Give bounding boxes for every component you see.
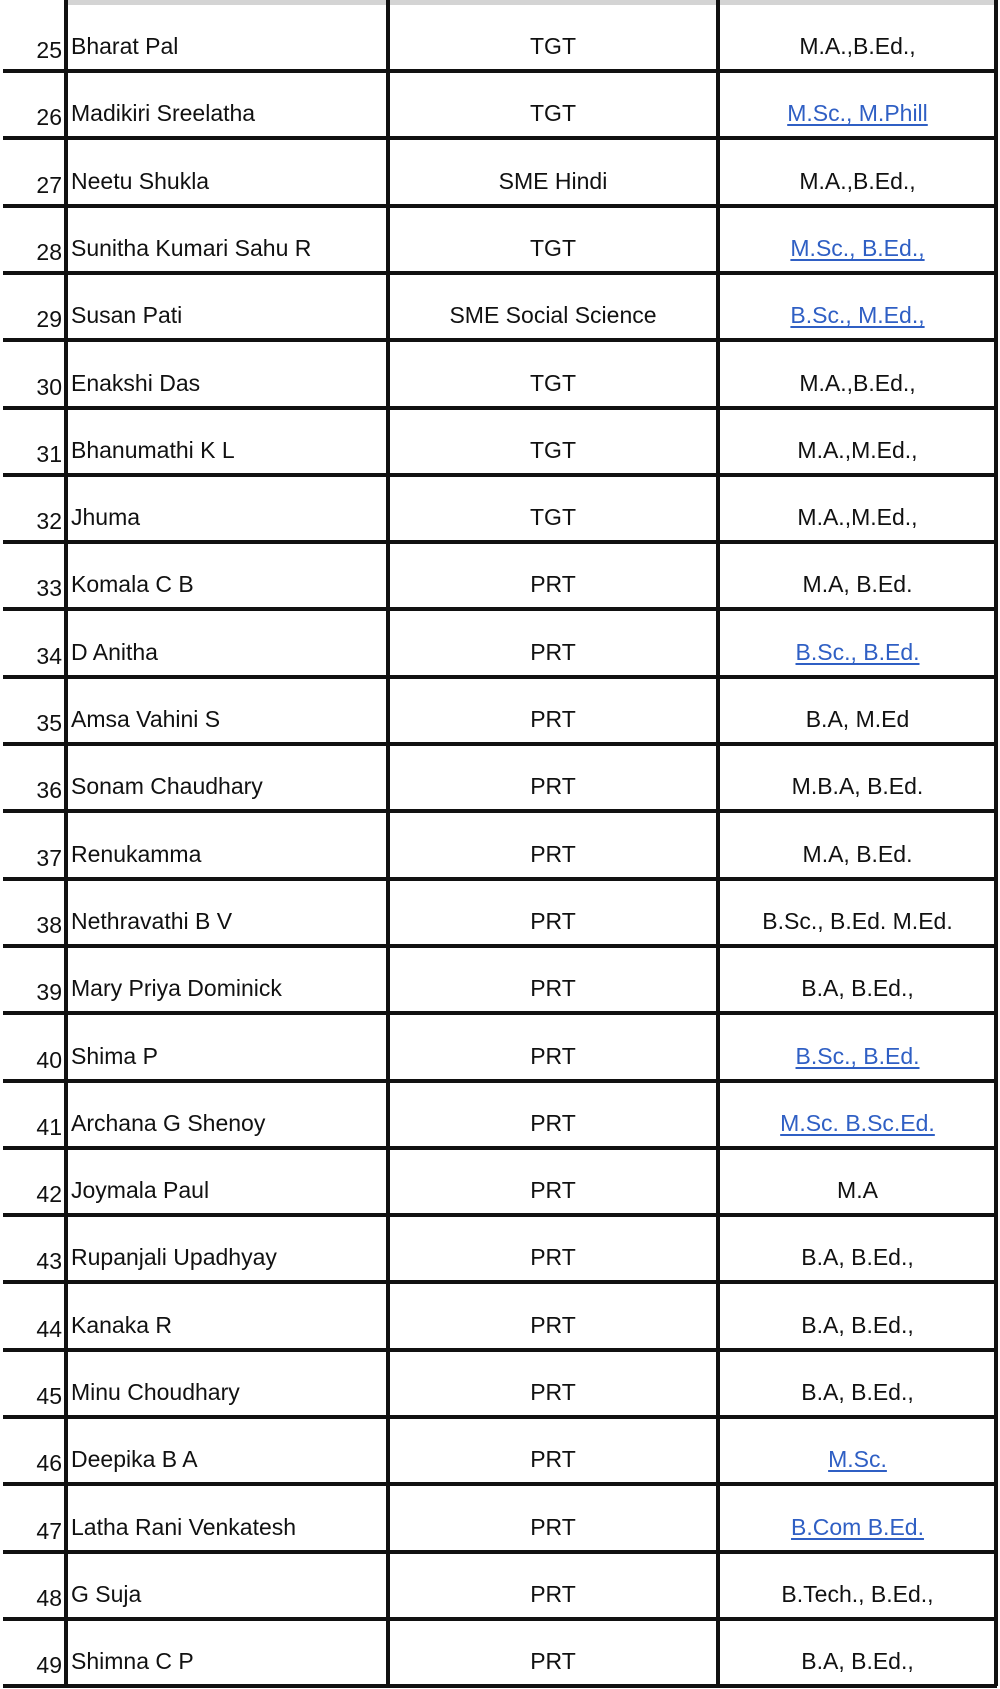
row-number-cell [0,1419,64,1483]
row-number-cell-text: 47 [36,1518,62,1544]
qualification-cell[interactable] [720,1016,995,1080]
qualification-cell-text: B.A, B.Ed., [801,1648,914,1674]
row-number-cell [0,1150,64,1214]
row-number-cell [0,1083,64,1147]
qualification-link[interactable]: M.Sc. [828,1446,887,1472]
name-cell-text: Susan Pati [71,302,183,328]
designation-cell-text: TGT [530,33,576,59]
qualification-cell [720,679,995,743]
designation-cell-text: PRT [530,908,576,934]
designation-cell [388,814,718,878]
name-cell-text: Sunitha Kumari Sahu R [71,235,312,261]
designation-cell-text: TGT [530,100,576,126]
designation-cell [388,1285,718,1349]
name-cell [71,1217,386,1281]
row-number-cell-text: 45 [36,1383,62,1409]
row-number-cell [0,73,64,137]
qualification-link[interactable]: M.Sc., B.Ed., [790,235,925,261]
table-row [0,6,1000,70]
table-row [0,1016,1000,1080]
qualification-cell-text: B.Sc., B.Ed. M.Ed. [762,908,953,934]
name-cell [71,410,386,474]
designation-cell-text: TGT [530,235,576,261]
table-row [0,948,1000,1012]
name-cell [71,6,386,70]
designation-cell [388,948,718,1012]
designation-cell [388,746,718,810]
qualification-cell-text: M.A, B.Ed. [802,571,913,597]
qualification-cell-text: M.A.,B.Ed., [799,33,916,59]
table-row [0,1554,1000,1618]
name-cell [71,679,386,743]
row-divider [3,607,997,611]
name-cell [71,544,386,608]
name-cell [71,612,386,676]
table-row [0,881,1000,945]
designation-cell [388,1352,718,1416]
table-row [0,814,1000,878]
name-cell-text: Enakshi Das [71,370,201,396]
qualification-cell [720,141,995,205]
qualification-cell[interactable] [720,1487,995,1551]
designation-cell [388,1083,718,1147]
designation-cell-text: PRT [530,639,576,665]
designation-cell-text: PRT [530,773,576,799]
designation-cell [388,1554,718,1618]
table-row [0,746,1000,810]
qualification-cell[interactable] [720,208,995,272]
table-row [0,544,1000,608]
qualification-cell[interactable] [720,1419,995,1483]
name-cell-text: Sonam Chaudhary [71,773,263,799]
row-number-cell-text: 27 [36,172,62,198]
top-border-band [66,0,996,5]
table-row [0,410,1000,474]
row-divider [3,1280,997,1284]
row-number-cell-text: 48 [36,1585,62,1611]
designation-cell-text: PRT [530,1244,576,1270]
qualification-cell [720,410,995,474]
qualification-link[interactable]: M.Sc. B.Sc.Ed. [780,1110,935,1136]
row-number-cell [0,679,64,743]
table-row [0,1621,1000,1685]
qualification-cell[interactable] [720,275,995,339]
row-number-cell [0,1621,64,1685]
designation-cell [388,73,718,137]
row-number-cell [0,343,64,407]
qualification-link[interactable]: B.Com B.Ed. [791,1514,924,1540]
designation-cell [388,1016,718,1080]
table-row [0,275,1000,339]
name-cell [71,1554,386,1618]
row-number-cell [0,208,64,272]
table-row [0,343,1000,407]
designation-cell-text: SME Hindi [498,168,608,194]
designation-cell [388,881,718,945]
qualification-cell [720,881,995,945]
designation-cell-text: PRT [530,841,576,867]
name-cell [71,1352,386,1416]
qualification-link[interactable]: M.Sc., M.Phill [787,100,928,126]
name-cell-text: Mary Priya Dominick [71,975,282,1001]
designation-cell-text: PRT [530,1446,576,1472]
table-row [0,1487,1000,1551]
qualification-link[interactable]: B.Sc., B.Ed. [795,1043,920,1069]
qualification-cell [720,6,995,70]
designation-cell [388,544,718,608]
row-divider [3,1684,997,1688]
row-number-cell-text: 29 [36,306,62,332]
qualification-cell [720,1352,995,1416]
qualification-cell-text: M.A, B.Ed. [802,841,913,867]
row-number-cell-text: 32 [36,508,62,534]
table-row [0,1419,1000,1483]
designation-cell-text: PRT [530,1379,576,1405]
row-number-cell-text: 33 [36,575,62,601]
row-number-cell [0,544,64,608]
table-row [0,73,1000,137]
qualification-cell [720,1554,995,1618]
row-number-cell-text: 43 [36,1248,62,1274]
table-row [0,612,1000,676]
qualification-cell-text: B.Tech., B.Ed., [781,1581,934,1607]
qualification-cell-text: M.A [837,1177,878,1203]
name-cell-text: Bhanumathi K L [71,437,235,463]
designation-cell [388,477,718,541]
designation-cell [388,275,718,339]
name-cell [71,1419,386,1483]
row-number-cell-text: 38 [36,912,62,938]
row-number-cell-text: 46 [36,1450,62,1476]
row-number-cell [0,746,64,810]
qualification-cell-text: M.A.,M.Ed., [797,504,918,530]
name-cell-text: Renukamma [71,841,202,867]
qualification-cell-text: M.A.,M.Ed., [797,437,918,463]
name-cell [71,275,386,339]
row-number-cell [0,1285,64,1349]
qualification-link[interactable]: B.Sc., B.Ed. [795,639,920,665]
designation-cell [388,343,718,407]
designation-cell-text: PRT [530,571,576,597]
designation-cell [388,1150,718,1214]
row-number-cell [0,1016,64,1080]
qualification-cell [720,1217,995,1281]
qualification-cell-text: M.B.A, B.Ed. [791,773,924,799]
row-number-cell [0,410,64,474]
row-number-cell [0,612,64,676]
row-number-cell-text: 39 [36,979,62,1005]
row-number-cell [0,814,64,878]
qualification-cell-text: M.A.,B.Ed., [799,370,916,396]
table-row [0,1352,1000,1416]
table-row [0,477,1000,541]
name-cell [71,881,386,945]
name-cell [71,73,386,137]
name-cell-text: D Anitha [71,639,158,665]
designation-cell-text: PRT [530,975,576,1001]
designation-cell [388,1621,718,1685]
row-number-cell-text: 49 [36,1652,62,1678]
qualification-cell[interactable] [720,1083,995,1147]
qualification-cell [720,1285,995,1349]
name-cell [71,746,386,810]
designation-cell-text: PRT [530,1514,576,1540]
designation-cell [388,6,718,70]
designation-cell [388,410,718,474]
designation-cell-text: TGT [530,504,576,530]
designation-cell-text: TGT [530,370,576,396]
name-cell [71,1285,386,1349]
table-row [0,1285,1000,1349]
designation-cell-text: PRT [530,1043,576,1069]
row-number-cell [0,141,64,205]
qualification-cell-text: M.A.,B.Ed., [799,168,916,194]
designation-cell-text: PRT [530,1312,576,1338]
designation-cell-text: PRT [530,1648,576,1674]
name-cell-text: Shimna C P [71,1648,194,1674]
qualification-cell [720,948,995,1012]
qualification-cell[interactable] [720,73,995,137]
name-cell [71,1150,386,1214]
name-cell-text: G Suja [71,1581,142,1607]
row-divider [3,1482,997,1486]
name-cell-text: Bharat Pal [71,33,179,59]
row-number-cell-text: 30 [36,374,62,400]
row-number-cell [0,1352,64,1416]
row-number-cell [0,477,64,541]
row-number-cell-text: 36 [36,777,62,803]
row-number-cell [0,1487,64,1551]
qualification-cell [720,1150,995,1214]
designation-cell-text: SME Social Science [449,302,657,328]
qualification-cell [720,477,995,541]
designation-cell-text: PRT [530,706,576,732]
name-cell-text: Deepika B A [71,1446,198,1472]
row-divider [3,338,997,342]
name-cell-text: Komala C B [71,571,194,597]
row-number-cell-text: 37 [36,845,62,871]
qualification-cell [720,814,995,878]
name-cell [71,1016,386,1080]
row-number-cell [0,881,64,945]
row-number-cell-text: 44 [36,1316,62,1342]
qualification-cell [720,746,995,810]
qualification-cell-text: B.A, B.Ed., [801,1379,914,1405]
row-divider [3,809,997,813]
table-row [0,1150,1000,1214]
name-cell-text: Neetu Shukla [71,168,210,194]
name-cell [71,1083,386,1147]
name-cell-text: Archana G Shenoy [71,1110,266,1136]
name-cell [71,1487,386,1551]
name-cell [71,343,386,407]
row-number-cell [0,948,64,1012]
name-cell-text: Joymala Paul [71,1177,210,1203]
name-cell-text: Amsa Vahini S [71,706,221,732]
name-cell-text: Minu Choudhary [71,1379,240,1405]
table-row [0,208,1000,272]
qualification-cell-text: B.A, B.Ed., [801,975,914,1001]
row-number-cell-text: 35 [36,710,62,736]
name-cell-text: Shima P [71,1043,158,1069]
row-number-cell-text: 26 [36,104,62,130]
row-number-cell-text: 41 [36,1114,62,1140]
row-divider [3,1011,997,1015]
table-row [0,1083,1000,1147]
name-cell-text: Kanaka R [71,1312,173,1338]
qualification-cell-text: B.A, M.Ed [805,706,910,732]
qualification-cell[interactable] [720,612,995,676]
designation-cell [388,1217,718,1281]
row-number-cell [0,6,64,70]
table-row [0,679,1000,743]
designation-cell [388,1419,718,1483]
row-number-cell [0,1217,64,1281]
qualification-cell-text: B.A, B.Ed., [801,1244,914,1270]
name-cell-text: Jhuma [71,504,141,530]
row-number-cell [0,275,64,339]
designation-cell [388,679,718,743]
qualification-link[interactable]: B.Sc., M.Ed., [790,302,925,328]
name-cell-text: Latha Rani Venkatesh [71,1514,297,1540]
row-number-cell-text: 25 [36,37,62,63]
designation-cell-text: PRT [530,1110,576,1136]
row-number-cell-text: 34 [36,643,62,669]
name-cell [71,477,386,541]
designation-cell [388,208,718,272]
name-cell-text: Nethravathi B V [71,908,233,934]
designation-cell-text: PRT [530,1581,576,1607]
name-cell [71,141,386,205]
name-cell [71,948,386,1012]
row-number-cell-text: 40 [36,1047,62,1073]
designation-cell [388,1487,718,1551]
qualification-cell [720,343,995,407]
designation-cell [388,141,718,205]
designation-cell-text: TGT [530,437,576,463]
row-number-cell-text: 42 [36,1181,62,1207]
name-cell-text: Madikiri Sreelatha [71,100,256,126]
row-number-cell [0,1554,64,1618]
name-cell [71,208,386,272]
row-number-cell-text: 28 [36,239,62,265]
qualification-cell-text: B.A, B.Ed., [801,1312,914,1338]
table-row [0,141,1000,205]
qualification-cell [720,544,995,608]
designation-cell [388,612,718,676]
table-row [0,1217,1000,1281]
name-cell [71,814,386,878]
name-cell-text: Rupanjali Upadhyay [71,1244,277,1270]
designation-cell-text: PRT [530,1177,576,1203]
row-divider [3,136,997,140]
row-number-cell-text: 31 [36,441,62,467]
qualification-cell [720,1621,995,1685]
name-cell [71,1621,386,1685]
